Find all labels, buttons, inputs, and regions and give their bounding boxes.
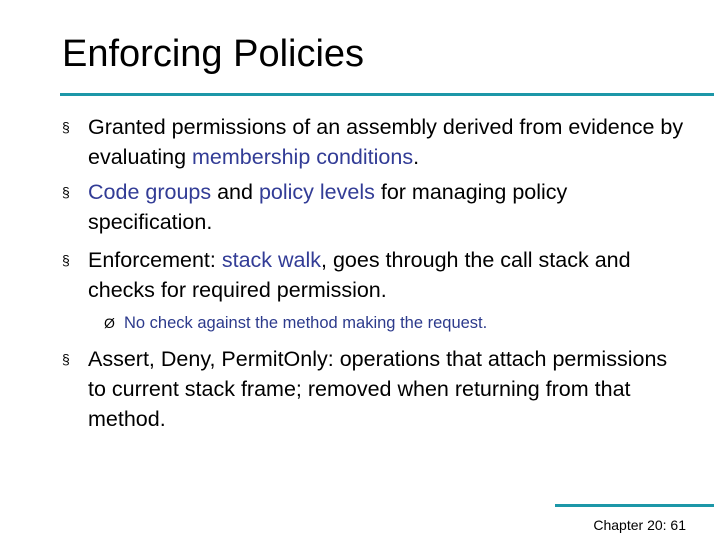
- bullet-text-plain: , goes through the call stack and checks for required permission.: [88, 248, 631, 302]
- sub-bullet-text: No check against the method making the request.: [124, 314, 488, 332]
- highlight-membership-conditions: membership conditions: [192, 145, 414, 169]
- slide-number: Chapter 20: 61: [593, 517, 686, 533]
- bullet-marker: §: [62, 351, 70, 367]
- bullet-text-plain: Enforcement:: [88, 248, 222, 272]
- slide-title: Enforcing Policies: [62, 33, 365, 75]
- bullet-marker: §: [62, 119, 70, 135]
- footer-divider: [555, 504, 714, 507]
- bullet-text-plain: and: [211, 180, 259, 204]
- bullet-text: [88, 245, 688, 305]
- highlight-policy-levels: policy levels: [258, 180, 375, 204]
- bullet-marker: §: [62, 184, 70, 200]
- title-divider: [60, 93, 714, 96]
- bullet-text-plain: for managing policy specification.: [88, 180, 568, 234]
- bullet-text: Assert, Deny, PermitOnly: operations that attach permissions to current stack frame; removed when returning from that method.: [88, 347, 668, 431]
- bullet-text-plain: Granted permissions of an assembly derived from evidence by evaluating: [88, 115, 684, 169]
- bullet-text: [88, 177, 688, 237]
- highlight-code-groups: Code groups: [88, 180, 212, 204]
- bullet-marker: §: [62, 252, 70, 268]
- bullet-text-plain: .: [413, 145, 420, 169]
- highlight-stack-walk: stack walk: [221, 248, 322, 272]
- arrow-marker-icon: Ø: [104, 315, 115, 331]
- bullet-text: [88, 112, 688, 172]
